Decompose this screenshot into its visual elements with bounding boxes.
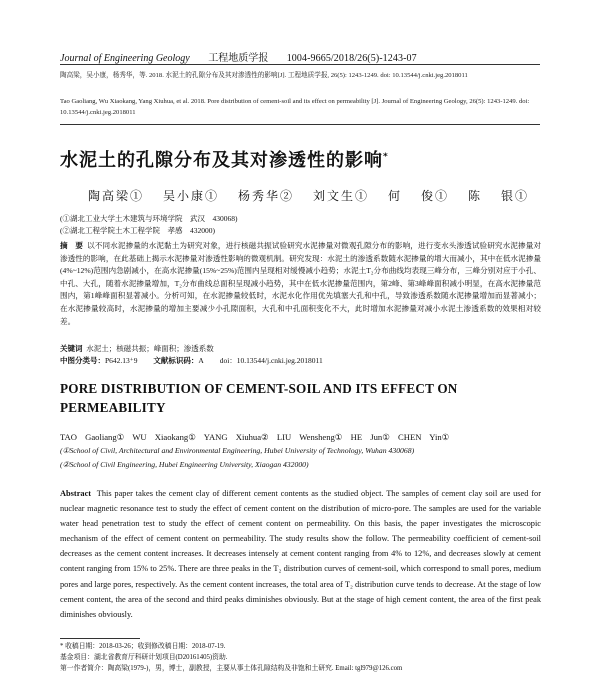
affiliation-cn-2: (②湖北工程学院土木工程学院 孝感 432000)	[60, 226, 215, 235]
abstract-en-label: Abstract	[60, 489, 92, 498]
abstract-cn-text: 以不同水泥掺量的水泥黏土为研究对象，进行核磁共振试验研究水泥掺量对微观孔隙分布的影响，进行变水头渗透试验研究水泥掺量对渗透性的影响，在此基础上揭示水泥掺量对渗透性影响的微观机制。研究发现：水泥土的渗透系数随水泥掺量的增大而减小，其中在低水泥掺量(4%~12%)范围内急剧减小，在高水泥掺量(15%~25%)范围内呈现相对缓慢减小趋势；水泥土T₂分布曲线均表现三峰分布，三峰分别对应于小孔、中孔、大孔，随着水泥掺量增加，T₂分布曲线总面积呈现减小趋势，其中在低水泥掺量范围内，第2峰、第3峰峰面积减小明显，在高水泥掺量范围内，第1峰峰面积显著减小。分析可知，在水泥掺量较低时，水泥水化作用优先填塞大孔和中孔，导致渗透系数随水泥掺量增加而显著减小；在水泥掺量较高时，水泥掺量的增加主要减少小孔隙面积，大孔和中孔面积变化不大，此时增加水泥掺量对减小水泥土渗透系数的效果相对较差。	[60, 241, 542, 326]
doc-code-value: A	[198, 356, 204, 365]
citation-cn: 陶高梁，吴小康，杨秀华，等. 2018. 水泥土的孔隙分布及其对渗透性的影响[J]. 工程地质学报, 26(5): 1243-1249. doi: 10.13544/j.cnki.jeg.2018011	[60, 72, 468, 79]
keywords-cn-text: 水泥土；核磁共振；峰面积；渗透系数	[86, 344, 214, 353]
journal-volume-info: 1004-9665/2018/26(5)-1243-07	[286, 53, 417, 64]
affiliation-en-1-text: (①School of Civil, Architectural and Environmental Engineering, Hubei University of Technology, Wuhan 430068)	[60, 446, 415, 455]
clc-label: 中图分类号：	[60, 356, 105, 365]
title-en: PORE DISTRIBUTION OF CEMENT-SOIL AND ITS EFFECT ON PERMEABILITY	[60, 381, 458, 415]
doi-label: doi：	[219, 356, 237, 365]
abstract-cn	[60, 240, 541, 328]
citation-rule	[60, 124, 540, 125]
affiliation-en-1	[60, 446, 414, 455]
affiliation-en-2-text: (②School of Civil Engineering, Hubei Engineering University, Xiaogan 432000)	[60, 460, 309, 469]
journal-name-cn: 工程地质学报	[208, 53, 269, 64]
authors-en: TAO Gaoliang① WU Xiaokang① YANG Xiuhua② LIU Wensheng① HE Jun① CHEN Yin①	[60, 432, 450, 442]
footnote-funding: 基金项目：湖北省教育厅科研计划项目(D20161405)资助.	[60, 654, 228, 661]
journal-header	[60, 49, 540, 64]
affiliation-en-2	[60, 460, 309, 469]
doi-value: 10.13544/j.cnki.jeg.2018011	[236, 356, 323, 365]
title-footnote-mark: *	[383, 152, 389, 162]
footnote-received: * 收稿日期：2018-03-26；收到修改稿日期：2018-07-19.	[60, 643, 226, 650]
authors-cn: 陶高梁① 吴小康① 杨秀华② 刘文生① 何 俊① 陈 银①	[88, 189, 530, 203]
footnote-author-bio: 第一作者简介：陶高梁(1979-)，男，博士，副教授，主要从事土体孔隙结构及非饱和土研究. Email: tgl979@126.com	[60, 665, 403, 672]
header-rule	[60, 64, 540, 65]
keywords-cn	[60, 343, 214, 354]
clc-value: P642.13⁺9	[105, 356, 138, 365]
doc-code-label: 文献标识码：	[153, 356, 199, 365]
footnote-rule	[60, 638, 140, 639]
abstract-en	[60, 486, 541, 622]
title-cn	[60, 146, 389, 172]
journal-name-en: Journal of Engineering Geology	[60, 53, 190, 64]
keywords-cn-label: 关键词	[60, 344, 83, 353]
abstract-cn-label: 摘 要	[60, 241, 84, 250]
abstract-en-text: This paper takes the cement clay of different cement contents as the studied object. The samples of cement clay soil are used for nuclear magnetic resonance test to study the effect of cement content on the distribution of micro-pore. The samples are used for the variable water head penetration test to study the effect of cement content on permeability. On this basis, the paper investigates the microscopic mechanism of the effect of cement content on permeability. The study results show the follow. The permeability coefficient of cement-soil decreases as the cement content increases. It decreases intensely at cement content ranging from 4% to 12%, and decreases slowly at cement content ranging from 15% to 25%. There are three peaks in the T₂ distribution curves of cement-soil, which correspond to small pores, medium pores and large pores, respectively. As the cement content increases, the total area of T₂ distribution curve tends to decrease. At the stage of low cement content, the area of the second and third peaks diminishes obviously. But at the stage of high cement content, the area of the first peak diminishes obviously.	[60, 489, 541, 619]
classification-cn	[60, 355, 323, 366]
affiliation-cn-1: (①湖北工业大学土木建筑与环境学院 武汉 430068)	[60, 214, 238, 223]
citation-en: Tao Gaoliang, Wu Xiaokang, Yang Xiuhua, et al. 2018. Pore distribution of cement-soil and its effect on permeability [J]. Journal of Engineering Geology, 26(5): 1243-1249. doi: 10.13544/j.cnki.jeg.2018011	[60, 98, 530, 116]
title-cn-text: 水泥土的孔隙分布及其对渗透性的影响	[60, 150, 383, 171]
